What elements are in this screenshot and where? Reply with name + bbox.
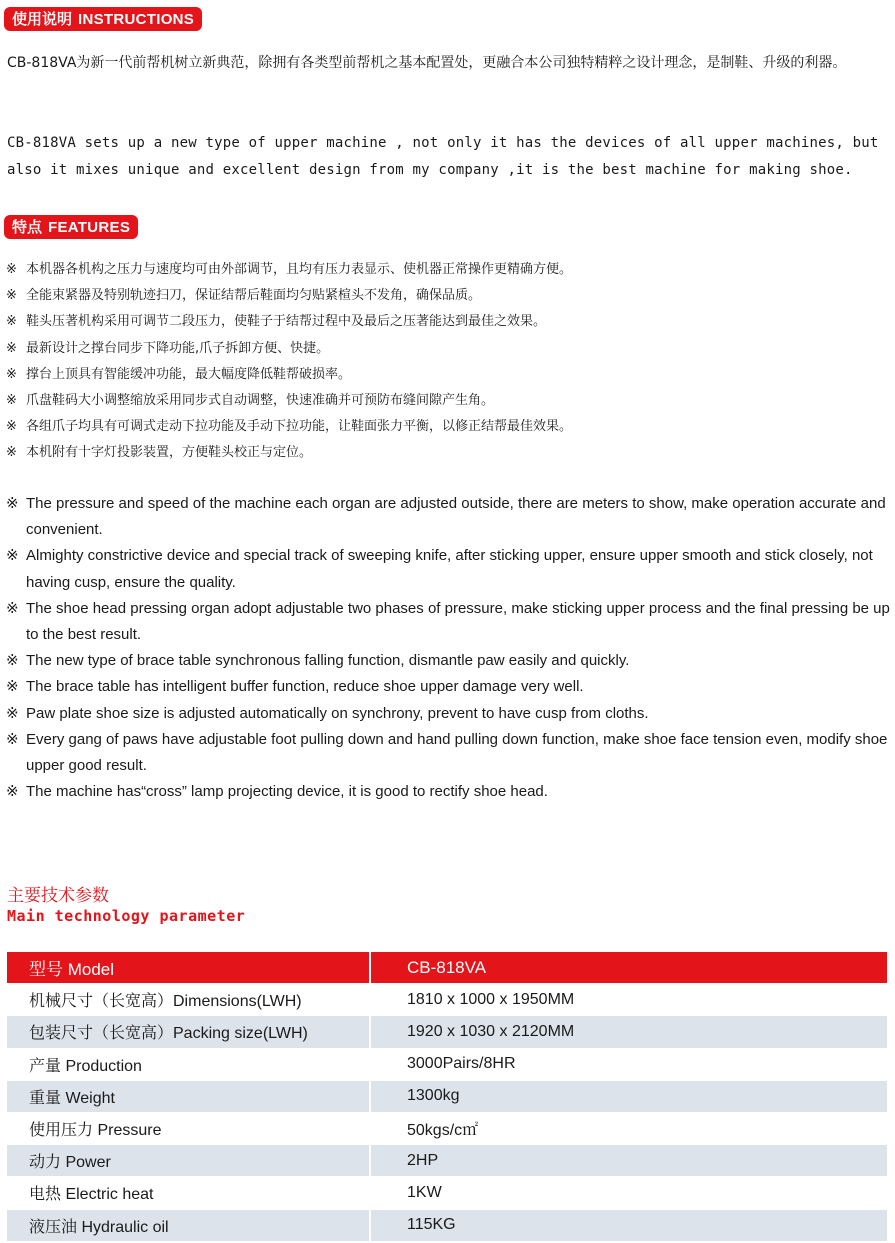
feature-en-item: ※ The shoe head pressing organ adopt adjustable two phases of pressure, make sticking upper process and the final pressing be up to the best result. [6,599,890,644]
feature-en-item: ※ Almighty constrictive device and special track of sweeping knife, after sticking upper, ensure upper smooth and stick closely, not having cusp, ensure the quality. [6,547,873,591]
feature-en-item: ※ The pressure and speed of the machine each organ are adjusted outside, there are meters to show, make operation accurate and convenient. [6,495,886,539]
row-label: 重量 Weight [7,1080,370,1112]
table-row [7,984,887,1016]
features-list-cn [6,257,891,467]
feature-cn-item: ※ 撑台上顶具有智能缓冲功能，最大幅度降低鞋帮破损率。 [6,366,352,382]
row-value: 50kgs/c㎡ [370,1112,887,1144]
row-value: 115KG [370,1209,887,1241]
row-value: 3000Pairs/8HR [370,1048,887,1080]
instructions-text-en: CB-818VA sets up a new type of upper machine , not only it has the devices of all upper machines, but also it mixes unique and excellent design from my company ,it is the best machine for making shoe. [7,135,879,178]
feature-en-item: ※ The new type of brace table synchronous falling function, dismantle paw easily and quickly. [6,652,630,670]
table-row [7,1112,887,1144]
instructions-badge-en: INSTRUCTIONS [78,11,195,28]
table-header-row [7,952,887,984]
row-label: 使用压力 Pressure [7,1112,370,1144]
table-row [7,1145,887,1177]
feature-en-item: ※ Every gang of paws have adjustable foot pulling down and hand pulling down function, make shoe face tension even, modify shoe upper good result. [6,730,888,775]
table-row [7,1016,887,1048]
feature-en-item: ※ The brace table has intelligent buffer function, reduce shoe upper damage very well. [6,678,584,696]
table-row [7,1080,887,1112]
instructions-badge [4,7,202,31]
row-label: 液压油 Hydraulic oil [7,1209,370,1241]
row-label: 动力 Power [7,1145,370,1177]
table-row [7,1177,887,1209]
feature-cn-item: ※ 本机器各机构之压力与速度均可由外部调节，且均有压力表显示、使机器正常操作更精确方便。 [6,262,573,277]
row-value: 1KW [370,1177,887,1209]
row-value: 1920 x 1030 x 2120MM [370,1016,887,1048]
row-value: 1300kg [370,1080,887,1112]
feature-cn-item: ※ 各组爪子均具有可调式走动下拉功能及手动下拉功能，让鞋面张力平衡，以修正结帮最佳效果。 [6,419,573,435]
parameters-table [7,952,887,1242]
features-badge-cn: 特点 [12,218,43,236]
table-row [7,1048,887,1080]
feature-cn-item: ※ 本机附有十字灯投影装置，方便鞋头校正与定位。 [6,445,313,461]
row-label: 包装尺寸（长宽高）Packing size(LWH) [7,1016,370,1048]
parameters-heading [7,885,245,925]
table-row [7,1209,887,1241]
row-label: 机械尺寸（长宽高）Dimensions(LWH) [7,984,370,1016]
feature-cn-item: ※ 爪盘鞋码大小调整缩放采用同步式自动调整，快速准确并可预防布缝间隙产生角。 [6,393,495,409]
row-label: 电热 Electric heat [7,1177,370,1209]
feature-en-item: ※ Paw plate shoe size is adjusted automatically on synchrony, prevent to have cusp from cloths. [6,704,649,722]
instructions-badge-cn: 使用说明 [12,10,73,28]
feature-cn-item: ※ 全能束紧器及特别轨迹扫刀，保证结帮后鞋面均匀贴紧楦头不发角，确保品质。 [6,288,482,304]
table-header-label: 型号 Model [7,952,370,984]
row-value: 1810 x 1000 x 1950MM [370,984,887,1016]
features-badge-en: FEATURES [48,219,131,236]
row-value: 2HP [370,1145,887,1177]
parameters-title-cn: 主要技术参数 [7,886,109,906]
instructions-text-cn: CB-818VA为新一代前帮机树立新典范，除拥有各类型前帮机之基本配置处，更融合本公司独特精粹之设计理念，是制鞋、升级的利器。 [7,55,847,71]
feature-en-item: ※ The machine has“cross” lamp projecting device, it is good to rectify shoe head. [6,783,548,801]
features-list-en [6,491,891,805]
row-label: 产量 Production [7,1048,370,1080]
parameters-title-en: Main technology parameter [7,907,246,925]
feature-cn-item: ※ 最新设计之撑台同步下降功能,爪子拆卸方便、快捷。 [6,340,330,356]
table-header-value: CB-818VA [370,952,887,984]
feature-cn-item: ※ 鞋头压著机构采用可调节二段压力，使鞋子于结帮过程中及最后之压著能达到最佳之效果。 [6,314,547,330]
features-badge [4,215,138,239]
